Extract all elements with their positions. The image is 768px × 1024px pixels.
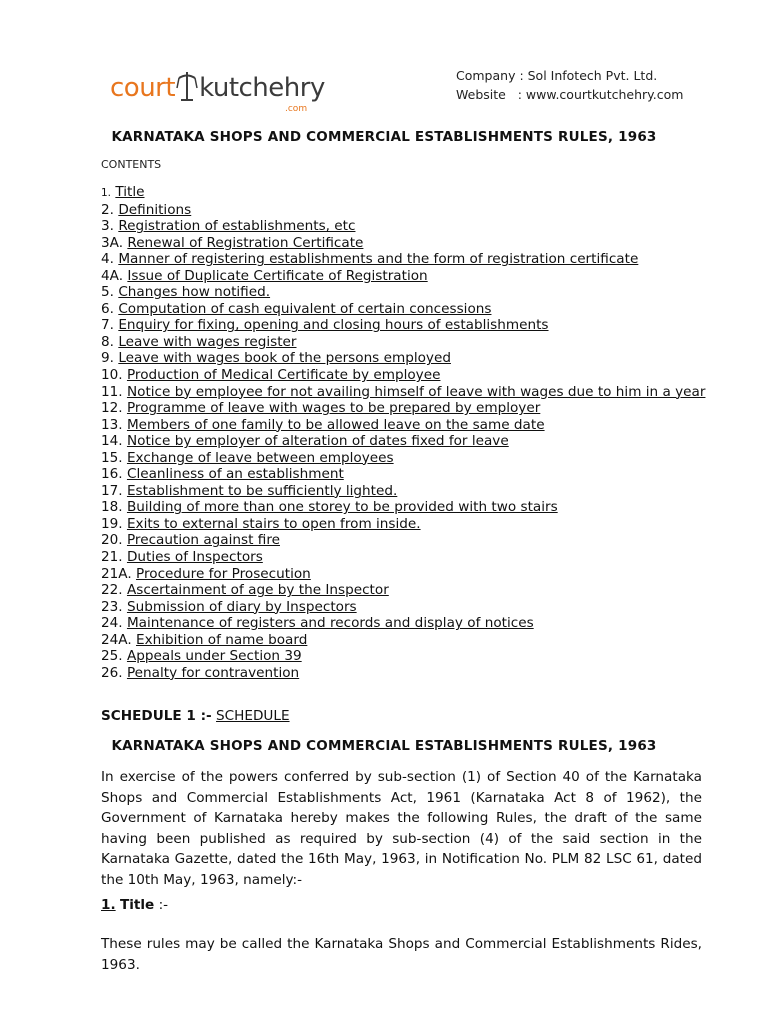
toc-item	[101, 400, 706, 417]
toc-item-link[interactable]: Registration of establishments, etc	[118, 218, 356, 235]
toc-item-link[interactable]: Leave with wages book of the persons employed	[118, 350, 451, 367]
toc-item-link[interactable]: Programme of leave with wages to be prepared by employer	[126, 400, 541, 417]
toc-item	[101, 483, 706, 500]
toc-item	[101, 433, 706, 450]
table-of-contents	[101, 184, 706, 681]
toc-item-link[interactable]: Procedure for Prosecution	[136, 565, 311, 582]
toc-item	[101, 184, 706, 202]
toc-item-number: 4.	[101, 251, 114, 268]
toc-item	[101, 582, 706, 599]
company-info	[456, 66, 683, 104]
logo-suffix: .com	[285, 104, 308, 114]
toc-item-number: 1.	[101, 187, 112, 199]
rule-1-heading	[101, 897, 168, 913]
toc-item-link[interactable]: Notice by employee for not availing himself of leave with wages due to him in a year	[126, 383, 706, 400]
preamble-paragraph: In exercise of the powers conferred by sub-section (1) of Section 40 of the Karnataka Shops and Commercial Establishments Act, 1961 (Karnataka Act 8 of 1962), the Government of Karnataka hereby makes the following Rules, the draft of the same having been published as required by sub-section (4) of the said section in the Karnataka Gazette, dated the 16th May, 1963, in Notification No. PLM 82 LSC 61, dated the 10th May, 1963, namely:-	[101, 769, 702, 888]
toc-item-link[interactable]: Leave with wages register	[118, 333, 297, 350]
toc-item	[101, 235, 706, 252]
toc-item	[101, 665, 706, 682]
toc-item	[101, 599, 706, 616]
toc-item-number: 21A.	[101, 565, 132, 582]
toc-item	[101, 384, 706, 401]
toc-item-number: 17.	[101, 482, 123, 499]
gavel-figure-icon	[176, 70, 198, 102]
rule-1-number: 1.	[101, 897, 116, 913]
toc-item-link[interactable]: Members of one family to be allowed leave on the same date	[126, 416, 545, 433]
website-line: Website : www.courtkutchehry.com	[456, 87, 684, 102]
toc-item-number: 25.	[101, 648, 123, 665]
toc-item	[101, 317, 706, 334]
toc-item-link[interactable]: Manner of registering establishments and the form of registration certificate	[118, 251, 639, 268]
toc-item	[101, 648, 706, 665]
toc-item-number: 20.	[101, 532, 123, 549]
toc-item-number: 8.	[101, 333, 114, 350]
toc-item	[101, 301, 706, 318]
toc-item-link[interactable]: Renewal of Registration Certificate	[127, 234, 364, 251]
schedule-line	[101, 708, 290, 724]
toc-item	[101, 202, 706, 219]
toc-item	[101, 268, 706, 285]
toc-item-number: 21.	[101, 549, 123, 566]
toc-item-link[interactable]: Establishment to be sufficiently lighted.	[126, 482, 398, 499]
toc-item-number: 22.	[101, 582, 123, 599]
toc-item-number: 18.	[101, 499, 123, 516]
toc-item-number: 24A.	[101, 631, 132, 648]
toc-item-link[interactable]: Duties of Inspectors	[126, 549, 263, 566]
schedule-link[interactable]: SCHEDULE	[216, 708, 290, 724]
toc-item-link[interactable]: Notice by employer of alteration of dates fixed for leave	[126, 433, 509, 450]
toc-item	[101, 450, 706, 467]
toc-item-number: 7.	[101, 317, 114, 334]
toc-item-number: 16.	[101, 466, 123, 483]
toc-item-number: 2.	[101, 201, 114, 218]
toc-item-number: 11.	[101, 383, 123, 400]
toc-item-link[interactable]: Exchange of leave between employees	[126, 449, 394, 466]
toc-item-number: 6.	[101, 300, 114, 317]
toc-item-link[interactable]: Building of more than one storey to be provided with two stairs	[126, 499, 558, 516]
toc-item	[101, 417, 706, 434]
toc-item-link[interactable]: Exhibition of name board	[136, 631, 308, 648]
document-title: KARNATAKA SHOPS AND COMMERCIAL ESTABLISHMENTS RULES, 1963	[111, 129, 657, 145]
toc-item-link[interactable]: Precaution against fire	[126, 532, 280, 549]
toc-item-number: 23.	[101, 598, 123, 615]
rule-1-title: Title	[119, 897, 155, 913]
toc-item-link[interactable]: Maintenance of registers and records and display of notices	[126, 615, 534, 632]
toc-item	[101, 499, 706, 516]
toc-item-link[interactable]: Cleanliness of an establishment	[126, 466, 344, 483]
toc-item-number: 19.	[101, 515, 123, 532]
toc-item-link[interactable]: Issue of Duplicate Certificate of Registration	[127, 267, 428, 284]
toc-item-link[interactable]: Appeals under Section 39	[126, 648, 302, 665]
toc-item	[101, 632, 706, 649]
toc-item-link[interactable]: Enquiry for fixing, opening and closing hours of establishments	[118, 317, 549, 334]
toc-item	[101, 466, 706, 483]
toc-item-link[interactable]: Submission of diary by Inspectors	[126, 598, 357, 615]
rule-1-separator: :-	[158, 897, 169, 913]
toc-item-number: 12.	[101, 400, 123, 417]
toc-item-number: 10.	[101, 367, 123, 384]
toc-item	[101, 532, 706, 549]
toc-item-number: 3A.	[101, 234, 124, 251]
toc-item-number: 4A.	[101, 267, 124, 284]
toc-item	[101, 251, 706, 268]
toc-item	[101, 367, 706, 384]
toc-item	[101, 350, 706, 367]
toc-item-number: 15.	[101, 449, 123, 466]
toc-item	[101, 334, 706, 351]
logo-text-court: court	[110, 73, 176, 103]
toc-item-number: 5.	[101, 284, 114, 301]
contents-label: CONTENTS	[101, 158, 162, 171]
toc-item-number: 26.	[101, 664, 123, 681]
toc-item-link[interactable]: Penalty for contravention	[126, 664, 300, 681]
toc-item-number: 14.	[101, 433, 123, 450]
toc-item-link[interactable]: Ascertainment of age by the Inspector	[126, 582, 389, 599]
toc-item	[101, 549, 706, 566]
courtkutchehry-logo[interactable]	[110, 70, 325, 114]
logo-text-kutchehry: kutchehry	[199, 73, 325, 103]
toc-item	[101, 566, 706, 583]
rule-1-body: These rules may be called the Karnataka Shops and Commercial Establishments Rides, 1963.	[101, 936, 702, 973]
toc-item-link[interactable]: Exits to external stairs to open from inside.	[126, 515, 421, 532]
toc-item	[101, 615, 706, 632]
toc-item-number: 9.	[101, 350, 114, 367]
toc-item-number: 13.	[101, 416, 123, 433]
toc-item-number: 24.	[101, 615, 123, 632]
toc-item-link[interactable]: Definitions	[118, 201, 192, 218]
toc-item-link[interactable]: Title	[115, 184, 145, 200]
toc-item	[101, 516, 706, 533]
toc-item	[101, 218, 706, 235]
toc-item-number: 3.	[101, 218, 114, 235]
toc-item-link[interactable]: Production of Medical Certificate by employee	[126, 367, 441, 384]
toc-item-link[interactable]: Computation of cash equivalent of certain concessions	[118, 300, 492, 317]
toc-item-link[interactable]: Changes how notified.	[118, 284, 271, 301]
company-line: Company : Sol Infotech Pvt. Ltd.	[456, 68, 658, 83]
toc-item	[101, 284, 706, 301]
schedule-prefix: SCHEDULE 1 :-	[101, 708, 212, 724]
body-title: KARNATAKA SHOPS AND COMMERCIAL ESTABLISHMENTS RULES, 1963	[111, 738, 657, 754]
